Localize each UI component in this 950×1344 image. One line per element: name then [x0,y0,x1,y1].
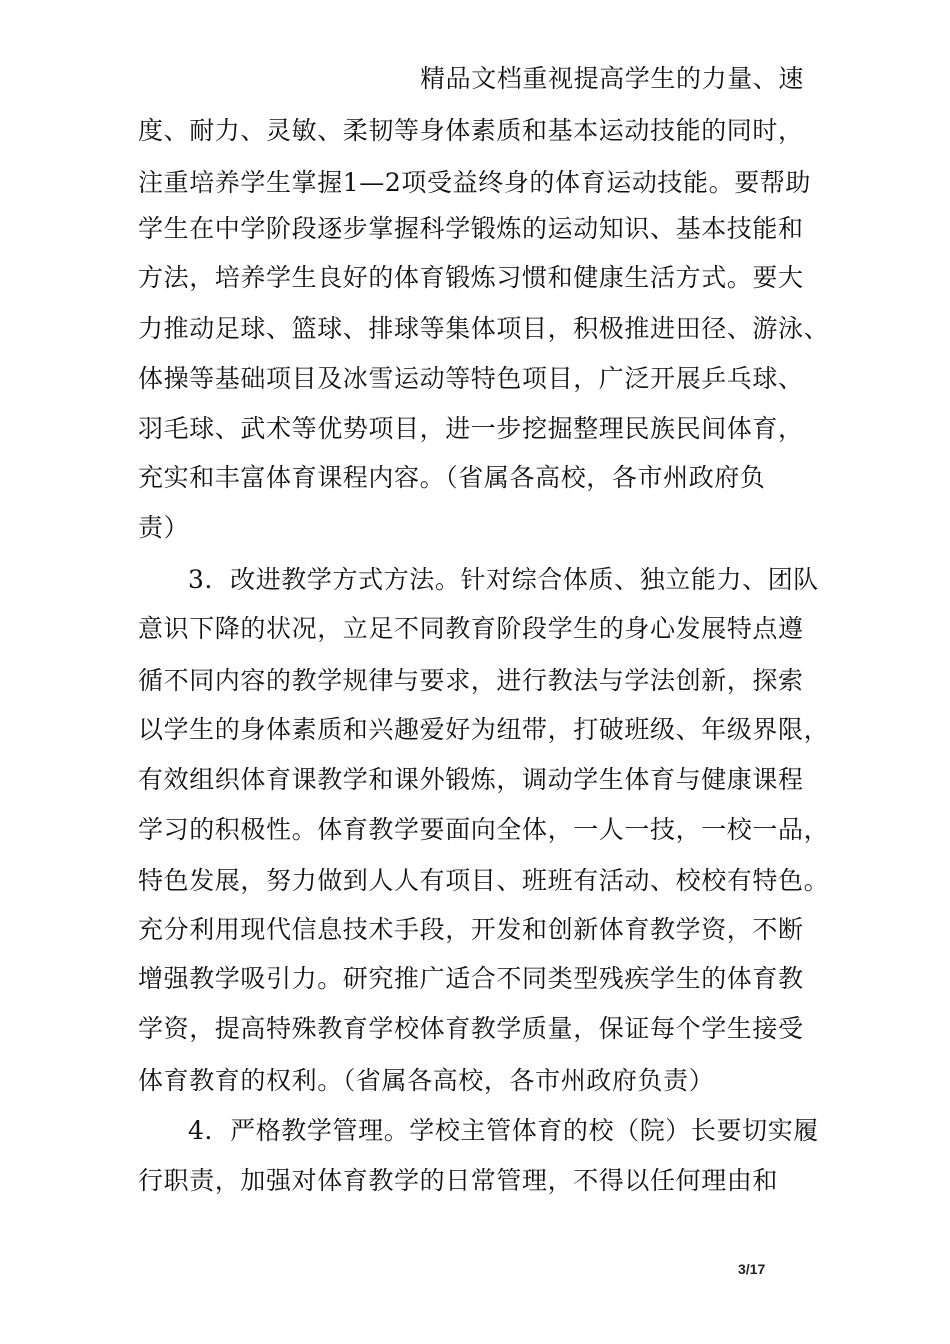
paragraph-heading-4: 4．严格教学管理。学校主管体育的校（院）长要切实履 [188,1116,819,1145]
text-line: 体育教育的权利。（省属各高校，各市州政府负责） [138,1066,715,1095]
text-line: 精品文档重视提高学生的力量、速 [420,64,805,93]
text-line: 注重培养学生掌握1—2项受益终身的体育运动技能。要帮助 [138,168,812,197]
text-line: 循不同内容的教学规律与要求，进行教法与学法创新，探索 [138,666,804,695]
text-line: 充实和丰富体育课程内容。（省属各高校，各市州政府负 [138,463,766,492]
text-line: 特色发展，努力做到人人有项目、班班有活动、校校有特色。 [138,866,830,895]
text-line: 学生在中学阶段逐步掌握科学锻炼的运动知识、基本技能和 [138,214,804,243]
text-line: 以学生的身体素质和兴趣爱好为纽带，打破班级、年级界限， [138,715,830,744]
text-line: 有效组织体育课教学和课外锻炼，调动学生体育与健康课程 [138,765,804,794]
text-line: 充分利用现代信息技术手段，开发和创新体育教学资，不断 [138,915,804,944]
text-line: 增强教学吸引力。研究推广适合不同类型残疾学生的体育教 [138,964,804,993]
text-line: 度、耐力、灵敏、柔韧等身体素质和基本运动技能的同时， [138,116,804,145]
text-line: 学习的积极性。体育教学要面向全体，一人一技，一校一品， [138,815,830,844]
text-line: 行职责，加强对体育教学的日常管理，不得以任何理由和 [138,1166,779,1195]
text-line: 体操等基础项目及冰雪运动等特色项目，广泛开展乒乓球、 [138,364,804,393]
page-number: 3/17 [738,1261,766,1277]
text-line: 方法，培养学生良好的体育锻炼习惯和健康生活方式。要大 [138,263,804,292]
text-line: 力推动足球、篮球、排球等集体项目，积极推进田径、游泳、 [138,314,830,343]
text-line: 羽毛球、武术等优势项目，进一步挖掘整理民族民间体育， [138,414,804,443]
text-line: 学资，提高特殊教育学校体育教学质量，保证每个学生接受 [138,1014,804,1043]
paragraph-heading-3: 3．改进教学方式方法。针对综合体质、独立能力、团队 [188,565,819,594]
text-line: 意识下降的状况，立足不同教育阶段学生的身心发展特点遵 [138,614,804,643]
text-line: 责） [138,513,190,542]
